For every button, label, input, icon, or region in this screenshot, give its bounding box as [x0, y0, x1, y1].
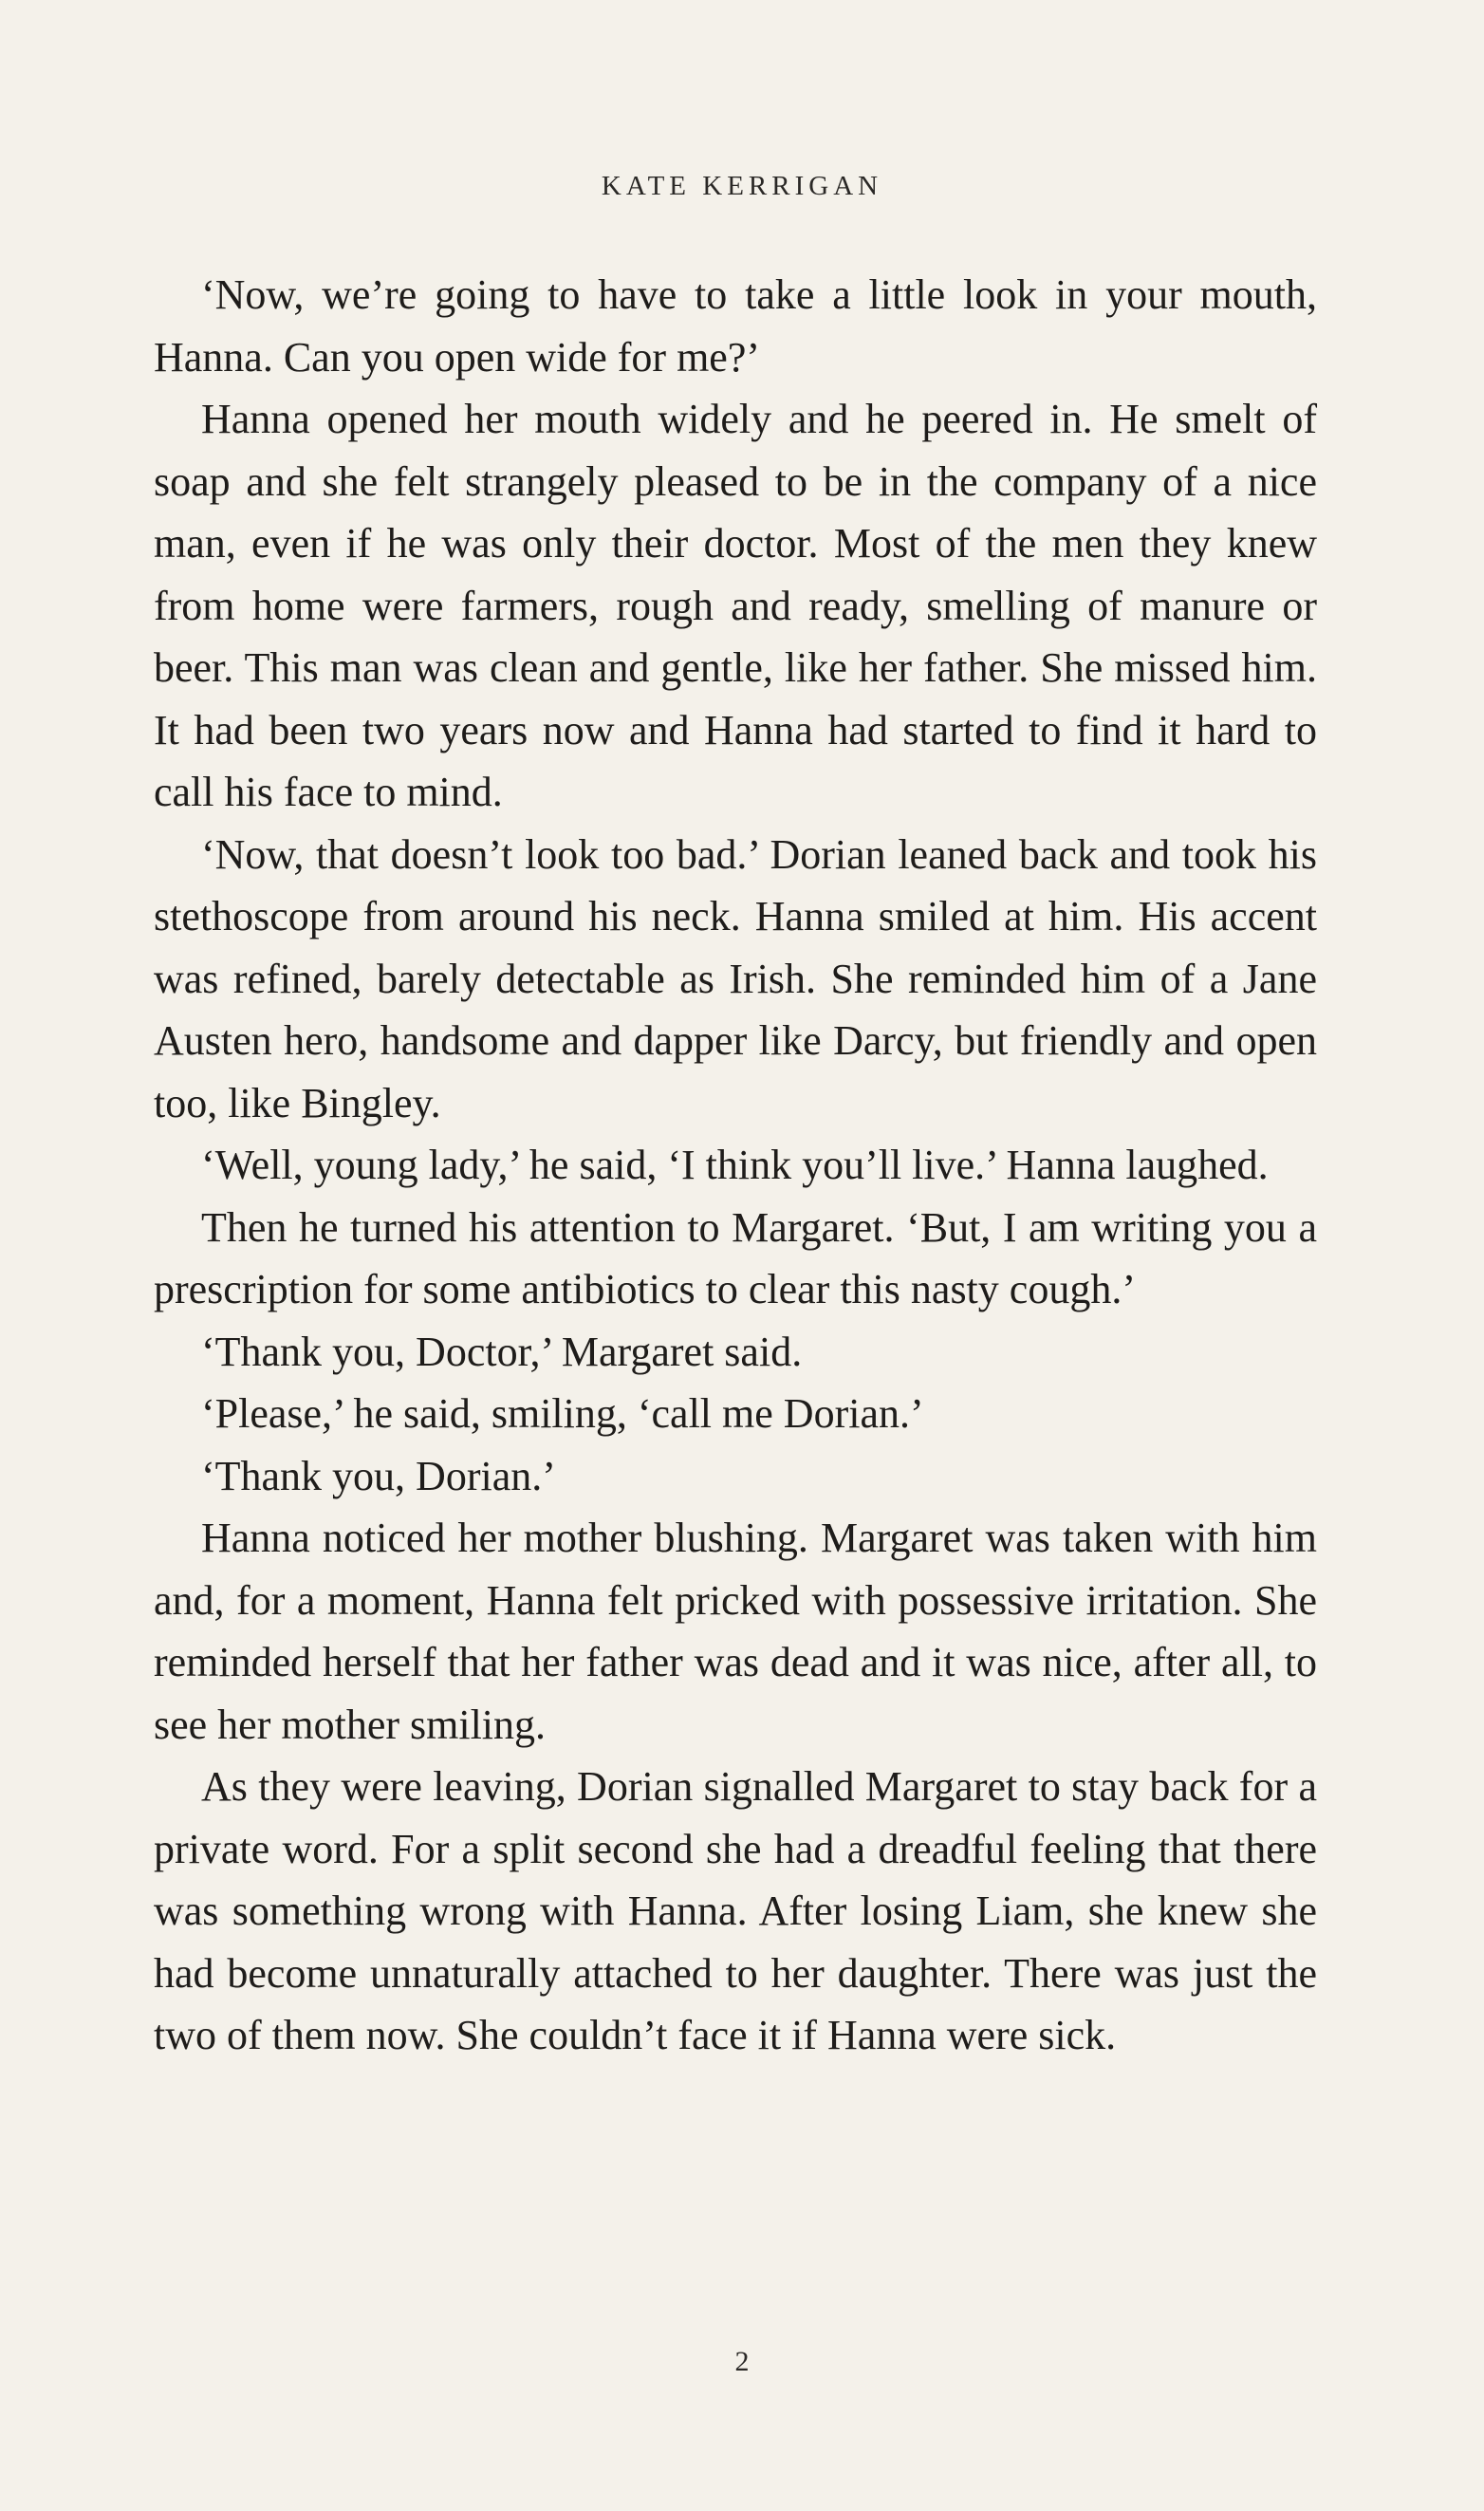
page-number: 2	[734, 2346, 750, 2377]
running-head: KATE KERRIGAN	[601, 171, 883, 201]
paragraph: ‘Please,’ he said, smiling, ‘call me Dorian.’	[201, 1390, 924, 1437]
paragraph: ‘Thank you, Dorian.’	[201, 1452, 556, 1499]
body-text	[154, 264, 1317, 2067]
paragraph: As they were leaving, Dorian signalled Margaret to stay back for a private word. For a split second she had a dreadful feeling that there was something wrong with Hanna. After losing Liam, she knew she had become unnaturally attached to her daughter. There was just the two of them now. She couldn’t face it if Hanna were sick.	[154, 1763, 1317, 2058]
paragraph: Then he turned his attention to Margaret. ‘But, I am writing you a prescription for some antibiotics to clear this nasty cough.’	[154, 1203, 1317, 1312]
paragraph: Hanna noticed her mother blushing. Margaret was taken with him and, for a moment, Hanna felt pricked with possessive irritation. She reminded herself that her father was dead and it was nice, after all, to see her mother smiling.	[154, 1515, 1317, 1748]
paragraph: ‘Now, that doesn’t look too bad.’ Dorian leaned back and took his stethoscope from around his neck. Hanna smiled at him. His accent was refined, barely detectable as Irish. She reminded him of a Jane Austen hero, handsome and dapper like Darcy, but friendly and open too, like Bingley.	[154, 830, 1317, 1126]
paragraph: ‘Thank you, Doctor,’ Margaret said.	[201, 1328, 803, 1375]
paragraph: ‘Now, we’re going to have to take a little look in your mouth, Hanna. Can you open wide for me?’	[154, 271, 1317, 381]
paragraph: Hanna opened her mouth widely and he peered in. He smelt of soap and she felt strangely pleased to be in the company of a nice man, even if he was only their doctor. Most of the men they knew from home were farmers, rough and ready, smelling of manure or beer. This man was clean and gentle, like her father. She missed him. It had been two years now and Hanna had started to find it hard to call his face to mind.	[154, 396, 1317, 815]
paragraph: ‘Well, young lady,’ he said, ‘I think you’ll live.’ Hanna laughed.	[201, 1142, 1269, 1188]
